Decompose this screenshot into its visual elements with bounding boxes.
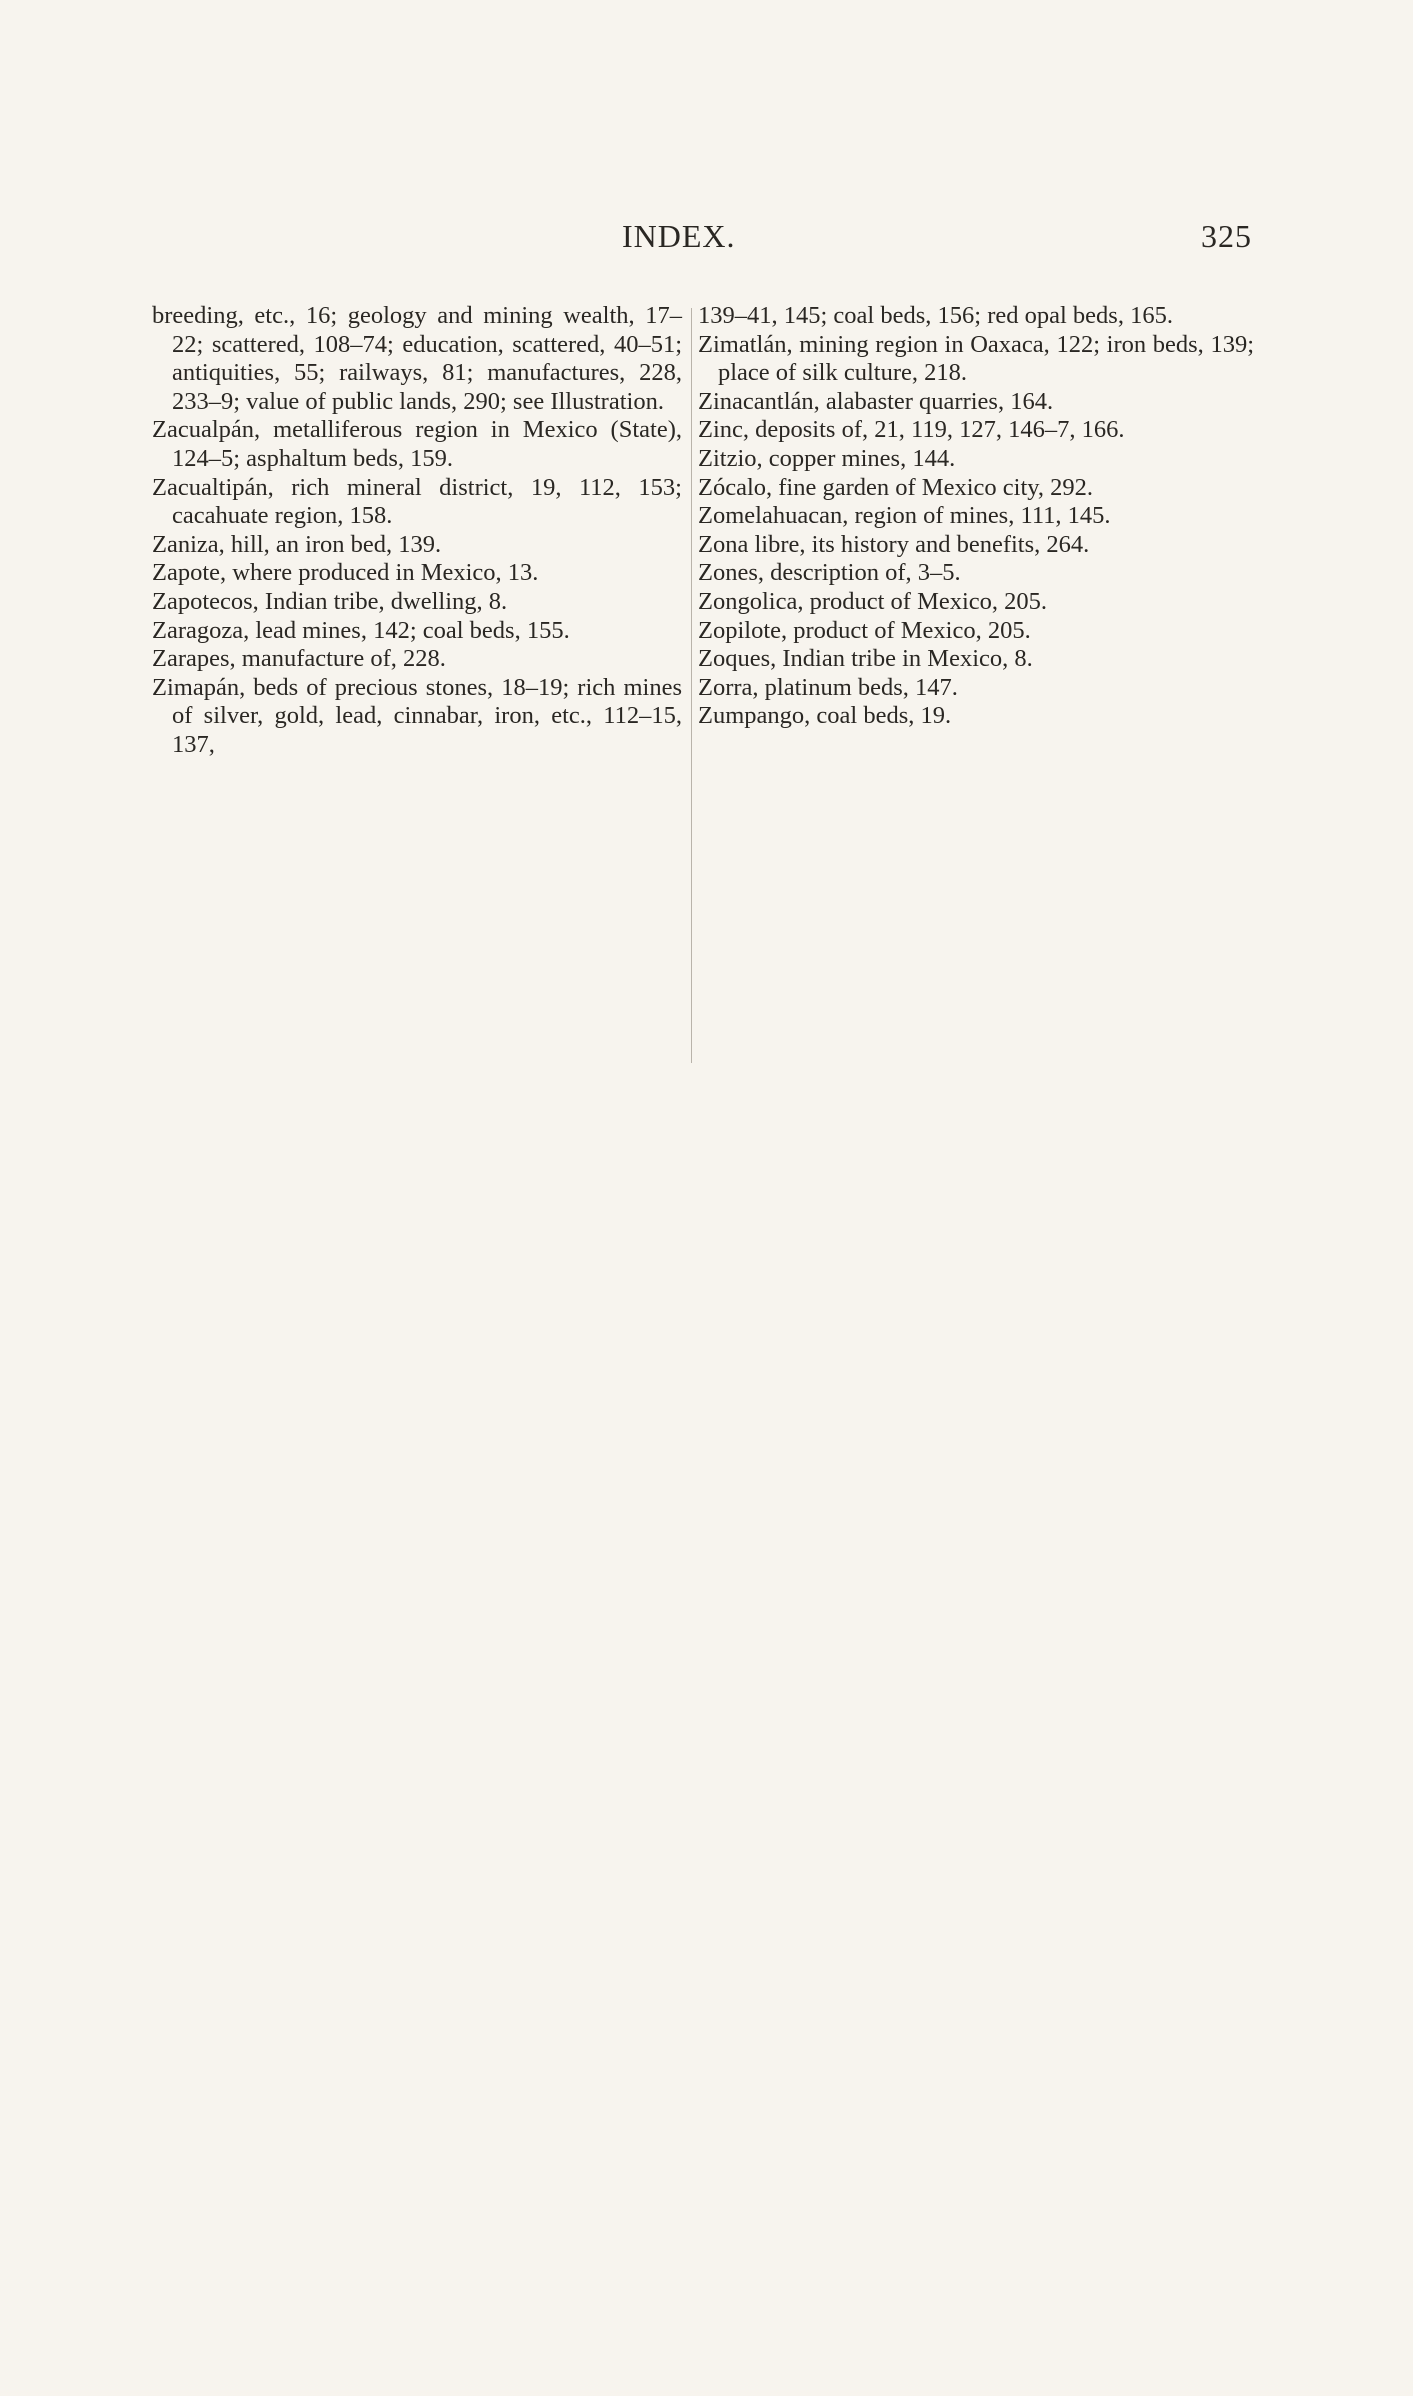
index-entry: Zona libre, its history and benefits, 264. <box>698 530 1090 558</box>
index-entry: Zaniza, hill, an iron bed, 139. <box>152 530 442 558</box>
running-header <box>152 218 1252 258</box>
index-entry: Zopilote, product of Mexico, 205. <box>698 616 1031 644</box>
index-entry: Zapote, where produced in Mexico, 13. <box>152 559 539 587</box>
index-entry: Zapotecos, Indian tribe, dwelling, 8. <box>152 587 508 615</box>
index-entry: Zumpango, coal beds, 19. <box>698 702 952 730</box>
index-entry: Zaragoza, lead mines, 142; coal beds, 155. <box>152 616 570 644</box>
index-entry: Zacualtipán, rich mineral district, 19, 112, 153; cacahuate region, 158. <box>152 473 682 530</box>
index-entry: Zoques, Indian tribe in Mexico, 8. <box>698 645 1033 673</box>
index-entry: Zorra, platinum beds, 147. <box>698 673 958 701</box>
index-entry: Zacualpán, metalliferous region in Mexico (State), 124–5; asphaltum beds, 159. <box>152 416 682 472</box>
index-entry: breeding, etc., 16; geology and mining wealth, 17–22; scattered, 108–74; education, scattered, 40–51; antiquities, 55; railways, 81; manufactures, 228, 233–9; value of public lands, 290; see Illustration. <box>152 302 682 415</box>
index-entry: Zimapán, beds of precious stones, 18–19; rich mines of silver, gold, lead, cinnabar, iron, etc., 112–15, 137, <box>152 673 682 758</box>
index-entry: Zinacantlán, alabaster quarries, 164. <box>698 387 1054 415</box>
index-entry: Zongolica, product of Mexico, 205. <box>698 587 1048 615</box>
index-entry: Zócalo, fine garden of Mexico city, 292. <box>698 473 1094 501</box>
running-title: INDEX. <box>622 218 736 254</box>
index-column-right <box>698 302 1254 731</box>
index-entry: Zarapes, manufacture of, 228. <box>152 645 446 673</box>
index-entry: Zinc, deposits of, 21, 119, 127, 146–7, 166. <box>698 416 1125 444</box>
column-divider <box>691 308 692 1063</box>
index-entry: Zimatlán, mining region in Oaxaca, 122; iron beds, 139; place of silk culture, 218. <box>698 330 1254 387</box>
index-entry: Zomelahuacan, region of mines, 111, 145. <box>698 502 1111 530</box>
index-entry: Zones, description of, 3–5. <box>698 559 961 587</box>
page-number: 325 <box>1201 218 1252 254</box>
index-entry: 139–41, 145; coal beds, 156; red opal beds, 165. <box>698 302 1173 329</box>
index-entry: Zitzio, copper mines, 144. <box>698 444 956 472</box>
index-column-left <box>152 302 682 760</box>
